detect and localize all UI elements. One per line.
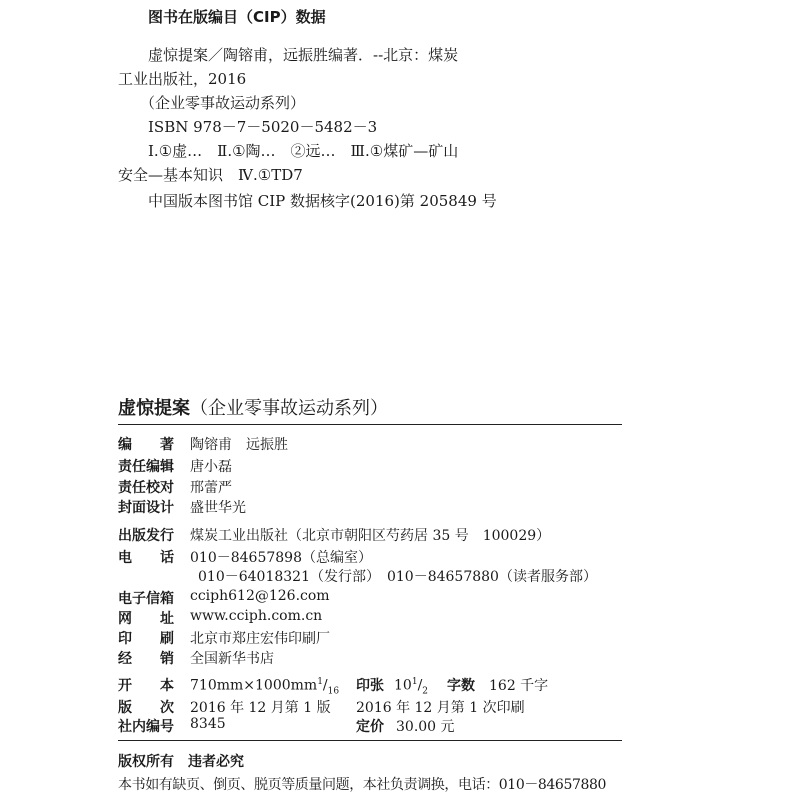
- publisher-row-6: [118, 628, 330, 648]
- format-value-group: $710mm\times 1000mm^1/_{16}$: [190, 677, 340, 697]
- edition-label: 版 次: [118, 700, 174, 716]
- book-title-line: [118, 394, 388, 420]
- credit-label: 编 著: [118, 437, 174, 453]
- sheets-value: 10: [394, 678, 412, 694]
- book-series: （企业零事故运动系列）: [190, 398, 388, 419]
- words-label: 字数: [447, 678, 475, 694]
- credit-row-1: [118, 434, 288, 454]
- publisher-row-2: [118, 547, 372, 567]
- publisher-label: 印 刷: [118, 631, 174, 647]
- publisher-row-1: [118, 525, 550, 545]
- format-row: [118, 675, 339, 697]
- price-label: 定价: [356, 719, 384, 735]
- publisher-value: 煤炭工业出版社（北京市朝阳区芍药居 35 号 100029）: [190, 528, 551, 544]
- price-value: 30.00 元: [396, 719, 455, 735]
- cip-line-5: Ⅰ.①虚… Ⅱ.①陶… ②远… Ⅲ.①煤矿—矿山: [148, 142, 459, 160]
- publisher-label: 网 址: [118, 611, 174, 627]
- edition-value: 2016 年 12 月第 1 版: [190, 700, 331, 716]
- publisher-label: 电子信箱: [118, 591, 174, 607]
- cip-line-3: （企业零事故运动系列）: [140, 94, 306, 112]
- cip-line-7: 中国版本图书馆 CIP 数据核字(2016)第 205849 号: [148, 192, 497, 210]
- edition-row: [118, 697, 331, 717]
- sheets-row: [356, 675, 428, 697]
- format-value: 710mm×1000mm: [190, 678, 318, 694]
- format-sup: 1: [317, 677, 323, 688]
- publisher-label: 经 销: [118, 651, 174, 667]
- credit-value: 盛世华光: [190, 500, 246, 516]
- credit-label: 责任编辑: [118, 459, 174, 475]
- words-value: 162 千字: [489, 678, 549, 694]
- rights-value: 违者必究: [188, 754, 244, 770]
- credit-row-4: [118, 497, 246, 517]
- words-row: [447, 675, 548, 695]
- cip-heading: 图书在版编目（CIP）数据: [148, 8, 326, 26]
- email-value: cciph612@126.com: [190, 588, 330, 604]
- format-sub: 16: [327, 686, 340, 697]
- rights-row: [118, 751, 244, 771]
- code-label: 社内编号: [118, 719, 174, 735]
- publisher-row-5: [118, 608, 322, 628]
- title-rule: [118, 424, 622, 425]
- cip-line-1: 虚惊提案／陶镕甫，远振胜编著．--北京：煤炭: [148, 46, 459, 64]
- sheets-value-group: $10^1/_2$: [394, 677, 429, 697]
- publisher-label: 电 话: [118, 550, 174, 566]
- credit-value: 邢蕾严: [190, 480, 232, 496]
- publisher-value: 010－84657898（总编室）: [190, 550, 372, 566]
- credit-label: 责任校对: [118, 480, 174, 496]
- cip-line-2: 工业出版社，2016: [118, 70, 247, 88]
- printing-value: 2016 年 12 月第 1 次印刷: [356, 700, 525, 716]
- book-title: 虚惊提案: [118, 398, 190, 419]
- cip-line-6: 安全—基本知识 Ⅳ.①TD7: [118, 166, 303, 184]
- price-row: [356, 716, 455, 736]
- credit-row-2: [118, 456, 232, 476]
- publisher-row-7: [118, 648, 274, 668]
- website-value: www.cciph.com.cn: [190, 608, 323, 624]
- credit-row-3: [118, 477, 232, 497]
- rights-label: 版权所有: [118, 754, 174, 770]
- credit-label: 封面设计: [118, 500, 174, 516]
- cip-line-4: ISBN 978－7－5020－5482－3: [148, 118, 378, 136]
- publisher-value: 全国新华书店: [190, 651, 274, 667]
- publisher-value: 010－64018321（发行部） 010－84657880（读者服务部）: [198, 569, 597, 585]
- sheets-sub: 2: [422, 686, 429, 697]
- publisher-row-4: [118, 588, 330, 608]
- sheets-label: 印张: [356, 678, 384, 694]
- footer-rule: [118, 740, 622, 741]
- publisher-label: 出版发行: [118, 528, 174, 544]
- printing-row: [356, 697, 525, 717]
- credit-value: 唐小磊: [190, 459, 232, 475]
- credit-value: 陶镕甫 远振胜: [190, 437, 288, 453]
- code-row: [118, 716, 226, 736]
- footer-note: 本书如有缺页、倒页、脱页等质量问题，本社负责调换，电话：010－84657880: [118, 777, 606, 793]
- publisher-row-3: [198, 566, 597, 586]
- code-value: 8345: [190, 716, 226, 732]
- publisher-value: 北京市郑庄宏伟印刷厂: [190, 631, 330, 647]
- format-label: 开 本: [118, 678, 174, 694]
- sheets-sup: 1: [411, 677, 418, 688]
